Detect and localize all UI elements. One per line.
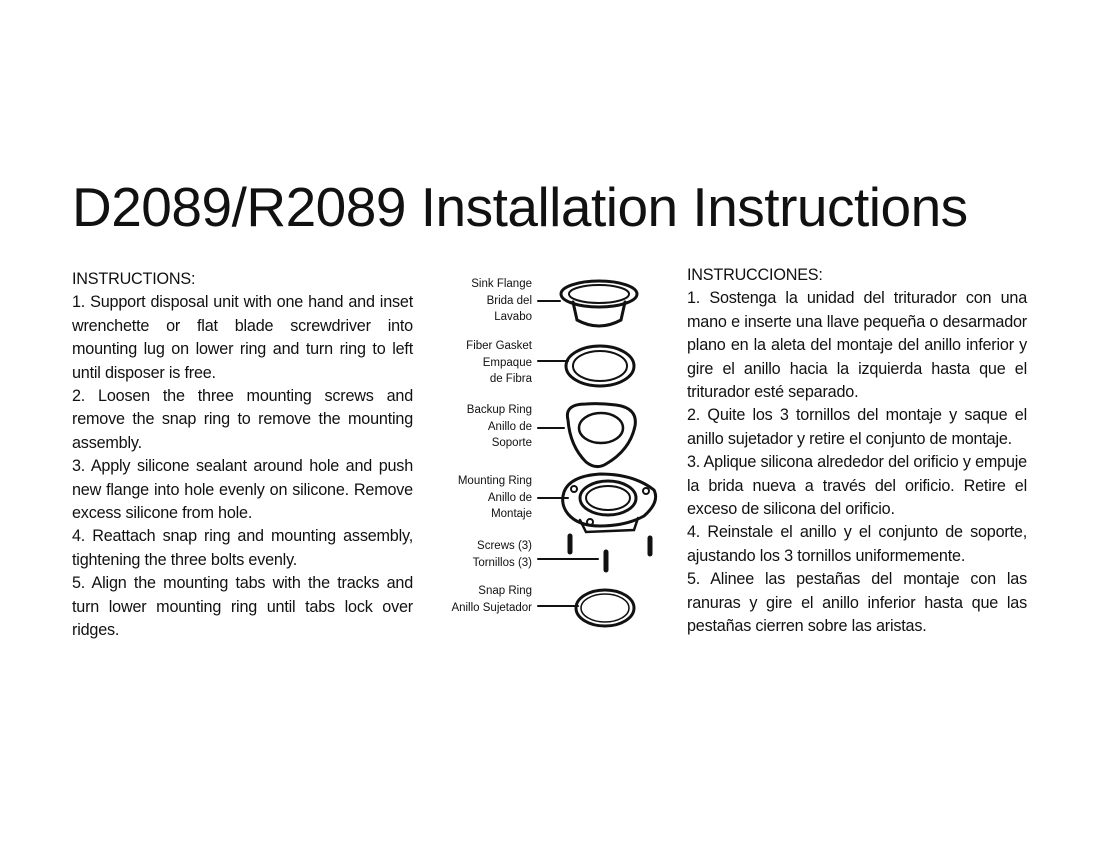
english-step-2: 2. Loosen the three mounting screws and remove the snap ring to remove the mounting assembly. bbox=[72, 387, 413, 452]
english-step-1: 1. Support disposal unit with one hand and inset wrenchette or flat blade screwdriver into mounting lug on lower ring and turn ring to left until disposer is free. bbox=[72, 293, 413, 382]
spanish-heading: INSTRUCCIONES: bbox=[687, 266, 823, 284]
english-heading: INSTRUCTIONS: bbox=[72, 270, 196, 288]
spanish-step-3: 3. Aplique silicona alrededor del orificio y empuje la brida nueva a través del orificio. Retire el exceso de silicona del orificio. bbox=[687, 453, 1027, 519]
spanish-step-4: 4. Reinstale el anillo y el conjunto de soporte, ajustando los 3 tornillos uniformemente. bbox=[687, 523, 1027, 565]
sink-flange-icon bbox=[561, 281, 637, 326]
screws-label: Screws (3) Tornillos (3) bbox=[472, 540, 532, 569]
sink-flange-label: Sink Flange Brida del Lavabo bbox=[471, 278, 532, 323]
snap-ring-icon bbox=[576, 590, 634, 626]
mounting-ring-label: Mounting Ring Anillo de Montaje bbox=[457, 475, 532, 520]
page-title: D2089/R2089 Installation Instructions bbox=[72, 176, 968, 238]
english-instructions bbox=[72, 268, 413, 643]
fiber-gasket-icon bbox=[566, 346, 634, 386]
english-step-4: 4. Reattach snap ring and mounting assembly, tightening the three bolts evenly. bbox=[72, 527, 413, 569]
backup-ring-icon bbox=[567, 404, 635, 467]
snap-ring-label: Snap Ring Anillo Sujetador bbox=[451, 585, 532, 614]
fiber-gasket-label: Fiber Gasket Empaque de Fibra bbox=[466, 340, 532, 385]
screws-icon bbox=[570, 536, 650, 570]
spanish-step-1: 1. Sostenga la unidad del triturador con una mano e inserte una llave pequeña o desarmador plano en la aleta del montaje del anillo inferior y gire el anillo hacia la izquierda hasta que el triturador esté separado. bbox=[687, 289, 1027, 402]
english-step-5: 5. Align the mounting tabs with the tracks and turn lower mounting ring until tabs lock over ridges. bbox=[72, 574, 413, 640]
spanish-instructions bbox=[687, 264, 1027, 639]
english-step-3: 3. Apply silicone sealant around hole and push new flange into hole evenly on silicone. Remove excess silicone from hole. bbox=[72, 457, 413, 523]
spanish-step-2: 2. Quite los 3 tornillos del montaje y saque el anillo sujetador y retire el conjunto de montaje. bbox=[687, 406, 1027, 448]
backup-ring-label: Backup Ring Anillo de Soporte bbox=[466, 404, 532, 449]
mounting-ring-icon bbox=[563, 474, 656, 532]
parts-diagram bbox=[440, 270, 680, 630]
spanish-step-5: 5. Alinee las pestañas del montaje con las ranuras y gire el anillo inferior hasta que las pestañas cierren sobre las aristas. bbox=[687, 570, 1027, 636]
